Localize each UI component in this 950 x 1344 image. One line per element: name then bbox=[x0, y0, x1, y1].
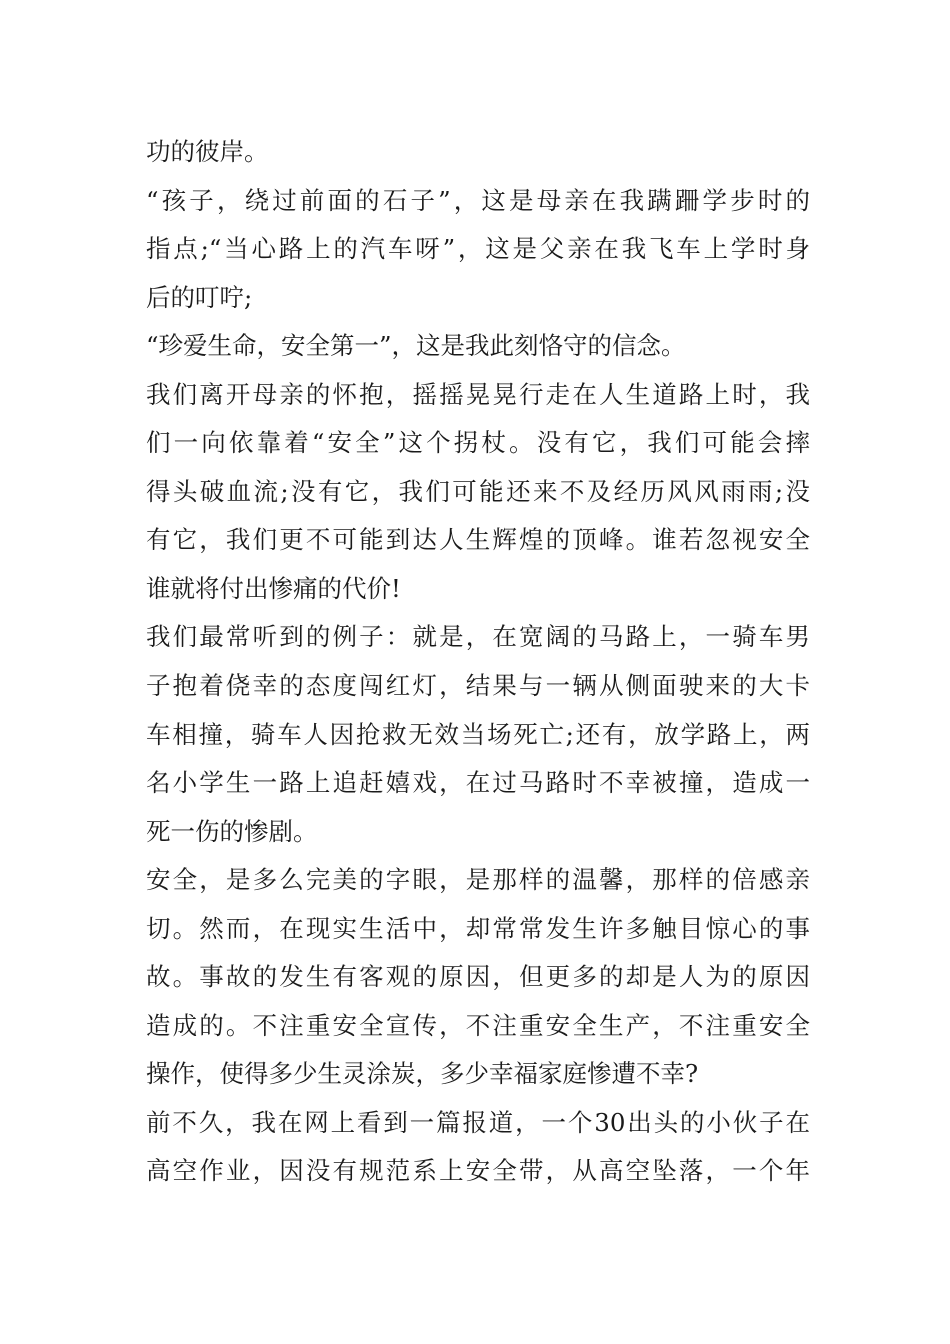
text-line: 们一向依靠着“安全”这个拐杖。没有它，我们可能会摔 bbox=[146, 428, 810, 458]
text-line: 造成的。不注重安全宣传，不注重安全生产，不注重安全 bbox=[146, 1010, 810, 1040]
text-line: 切。然而，在现实生活中，却常常发生许多触目惊心的事 bbox=[146, 913, 810, 943]
text-line: 名小学生一路上追赶嬉戏，在过马路时不幸被撞，造成一 bbox=[146, 768, 810, 798]
paragraph-7 bbox=[146, 1099, 810, 1196]
text-line: 故。事故的发生有客观的原因，但更多的却是人为的原因 bbox=[146, 962, 810, 992]
paragraph-4 bbox=[146, 371, 810, 614]
text-line: 我们离开母亲的怀抱，摇摇晃晃行走在人生道路上时，我 bbox=[146, 379, 810, 409]
paragraph-2 bbox=[146, 177, 810, 323]
text-line: 指点;“当心路上的汽车呀”，这是父亲在我飞车上学时身 bbox=[146, 234, 810, 264]
text-line: 死一伤的惨剧。 bbox=[146, 816, 318, 846]
text-line: 谁就将付出惨痛的代价! bbox=[146, 573, 401, 603]
paragraph-6 bbox=[146, 856, 810, 1099]
paragraph-3 bbox=[146, 322, 810, 371]
text-line: 操作，使得多少生灵涂炭，多少幸福家庭惨遭不幸? bbox=[146, 1059, 699, 1089]
text-line: 得头破血流;没有它，我们可能还来不及经历风风雨雨;没 bbox=[146, 476, 810, 506]
text-line: 子抱着侥幸的态度闯红灯，结果与一辆从侧面驶来的大卡 bbox=[146, 671, 810, 701]
text-line: 车相撞，骑车人因抢救无效当场死亡;还有，放学路上，两 bbox=[146, 719, 810, 749]
paragraph-5 bbox=[146, 613, 810, 856]
paragraph-1 bbox=[146, 128, 810, 177]
text-line: 有它，我们更不可能到达人生辉煌的顶峰。谁若忽视安全 bbox=[146, 525, 810, 555]
text-line: “珍爱生命，安全第一”，这是我此刻恪守的信念。 bbox=[146, 331, 686, 361]
text-line: 安全，是多么完美的字眼，是那样的温馨，那样的倍感亲 bbox=[146, 865, 810, 895]
text-line: 高空作业，因没有规范系上安全带，从高空坠落，一个年 bbox=[146, 1156, 810, 1186]
text-line: 功的彼岸。 bbox=[146, 137, 269, 166]
text-line: “孩子，绕过前面的石子”，这是母亲在我蹒跚学步时的 bbox=[146, 185, 810, 215]
document-body bbox=[146, 128, 810, 1196]
text-line: 前不久，我在网上看到一篇报道，一个30出头的小伙子在 bbox=[146, 1107, 810, 1137]
text-line: 我们最常听到的例子：就是，在宽阔的马路上，一骑车男 bbox=[146, 622, 810, 652]
text-line: 后的叮咛; bbox=[146, 282, 253, 312]
